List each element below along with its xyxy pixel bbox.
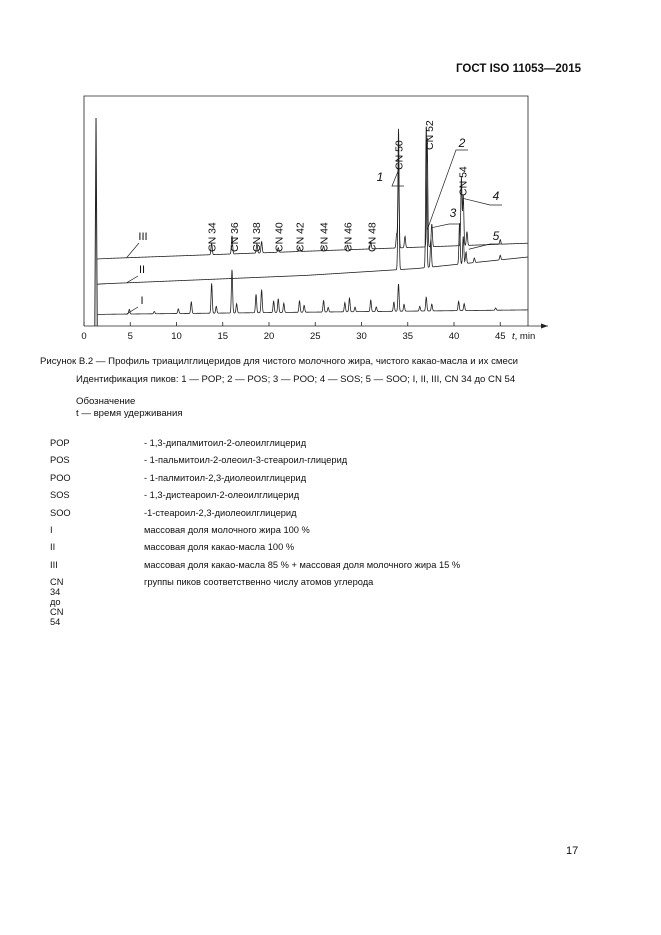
solvent-peak xyxy=(95,118,97,326)
cn-label: CN 38 xyxy=(251,222,264,252)
legend-value: - 1-пальмитоил-2-олеоил-3-стеароил-глицерид xyxy=(144,455,348,466)
series-line-I xyxy=(106,270,528,314)
legend-value: массовая доля какао-масла 100 % xyxy=(144,542,295,553)
legend-key: I xyxy=(50,524,53,535)
legend-key: CN 34 до CN 54 xyxy=(50,577,64,628)
series-label-I: I xyxy=(140,295,144,307)
cn-label: CN 46 xyxy=(342,222,355,252)
peak-marker-label: 2 xyxy=(458,136,466,150)
peak-marker-label: 3 xyxy=(449,206,457,220)
legend-key: SOO xyxy=(50,507,71,518)
notation-title: Обозначение xyxy=(76,396,136,407)
peak-marker-leader xyxy=(432,224,461,228)
x-tick-label: 30 xyxy=(356,331,367,342)
x-tick-label: 35 xyxy=(402,331,414,342)
x-tick-label: 10 xyxy=(171,331,182,342)
x-tick-label: 25 xyxy=(309,331,321,342)
cn-label: CN 34 xyxy=(206,222,219,252)
legend-key: POO xyxy=(50,472,71,483)
series-label-III: III xyxy=(138,231,148,243)
cn-label: CN 44 xyxy=(318,222,331,252)
x-tick-label: 40 xyxy=(448,331,460,342)
legend-value: группы пиков соответственно числу атомов углерода xyxy=(144,577,374,588)
notation-text: t — время удерживания xyxy=(76,408,183,419)
peak-identification: Идентификация пиков: 1 — POP; 2 — POS; 3 — POO; 4 — SOS; 5 — SOO; I, II, III, CN 34 до CN 54 xyxy=(76,374,516,385)
x-tick-label: 45 xyxy=(494,331,506,342)
cn-label: CN 40 xyxy=(273,222,286,252)
notation-block xyxy=(76,396,183,420)
cn-label: CN 50 xyxy=(393,140,406,170)
x-axis-label: t, min xyxy=(512,331,536,342)
figure-caption: Рисунок В.2 — Профиль триацилглицеридов для чистого молочного жира, чистого какао-масла и их смеси xyxy=(40,356,519,367)
series-leadin-II xyxy=(97,284,106,285)
legend-key: SOS xyxy=(50,490,70,501)
cn-label: CN 42 xyxy=(294,222,307,252)
chromatogram-chart xyxy=(0,0,661,360)
plot-frame xyxy=(84,96,528,326)
legend-value: -1-стеароил-2,3-диолеоилглицерид xyxy=(144,507,297,518)
legend-key: POP xyxy=(50,438,70,448)
x-tick-label: 5 xyxy=(127,331,133,342)
series-label-leader xyxy=(127,307,138,314)
x-tick-label: 20 xyxy=(263,331,275,342)
series-leadin-III xyxy=(97,258,106,259)
legend-value: - 1,3-дистеароил-2-олеоилглицерид xyxy=(144,490,300,501)
cn-label: CN 54 xyxy=(457,166,470,196)
series-label-leader xyxy=(127,276,138,283)
x-tick-label: 15 xyxy=(217,331,229,342)
page-number: 17 xyxy=(566,845,579,857)
cn-label: CN 52 xyxy=(424,120,437,150)
peak-marker-label: 1 xyxy=(376,170,384,184)
cn-label: CN 48 xyxy=(366,222,379,252)
peak-marker-label: 5 xyxy=(492,229,500,243)
series-label-leader xyxy=(127,243,139,258)
legend-key: III xyxy=(50,559,58,570)
legend-value: массовая доля молочного жира 100 % xyxy=(144,524,310,535)
legend-value: - 1-палмитоил-2,3-диолеоилглицерид xyxy=(144,472,307,483)
series-label-II: II xyxy=(138,264,146,276)
standard-header: ГОСТ ISO 11053—2015 xyxy=(456,63,581,75)
series-leadin-I xyxy=(97,314,106,315)
x-tick-label: 0 xyxy=(81,331,87,342)
legend-value: массовая доля какао-масла 85 % + массовая доля молочного жира 15 % xyxy=(144,559,461,570)
cn-label: CN 36 xyxy=(228,222,241,252)
legend-key: II xyxy=(50,542,56,553)
legend-value: - 1,3-дипалмитоил-2-олеоилглицерид xyxy=(144,438,307,448)
peak-marker-label: 4 xyxy=(492,189,500,203)
legend-key: POS xyxy=(50,455,70,466)
series-line-III xyxy=(106,138,528,259)
x-axis-arrow xyxy=(541,324,548,329)
